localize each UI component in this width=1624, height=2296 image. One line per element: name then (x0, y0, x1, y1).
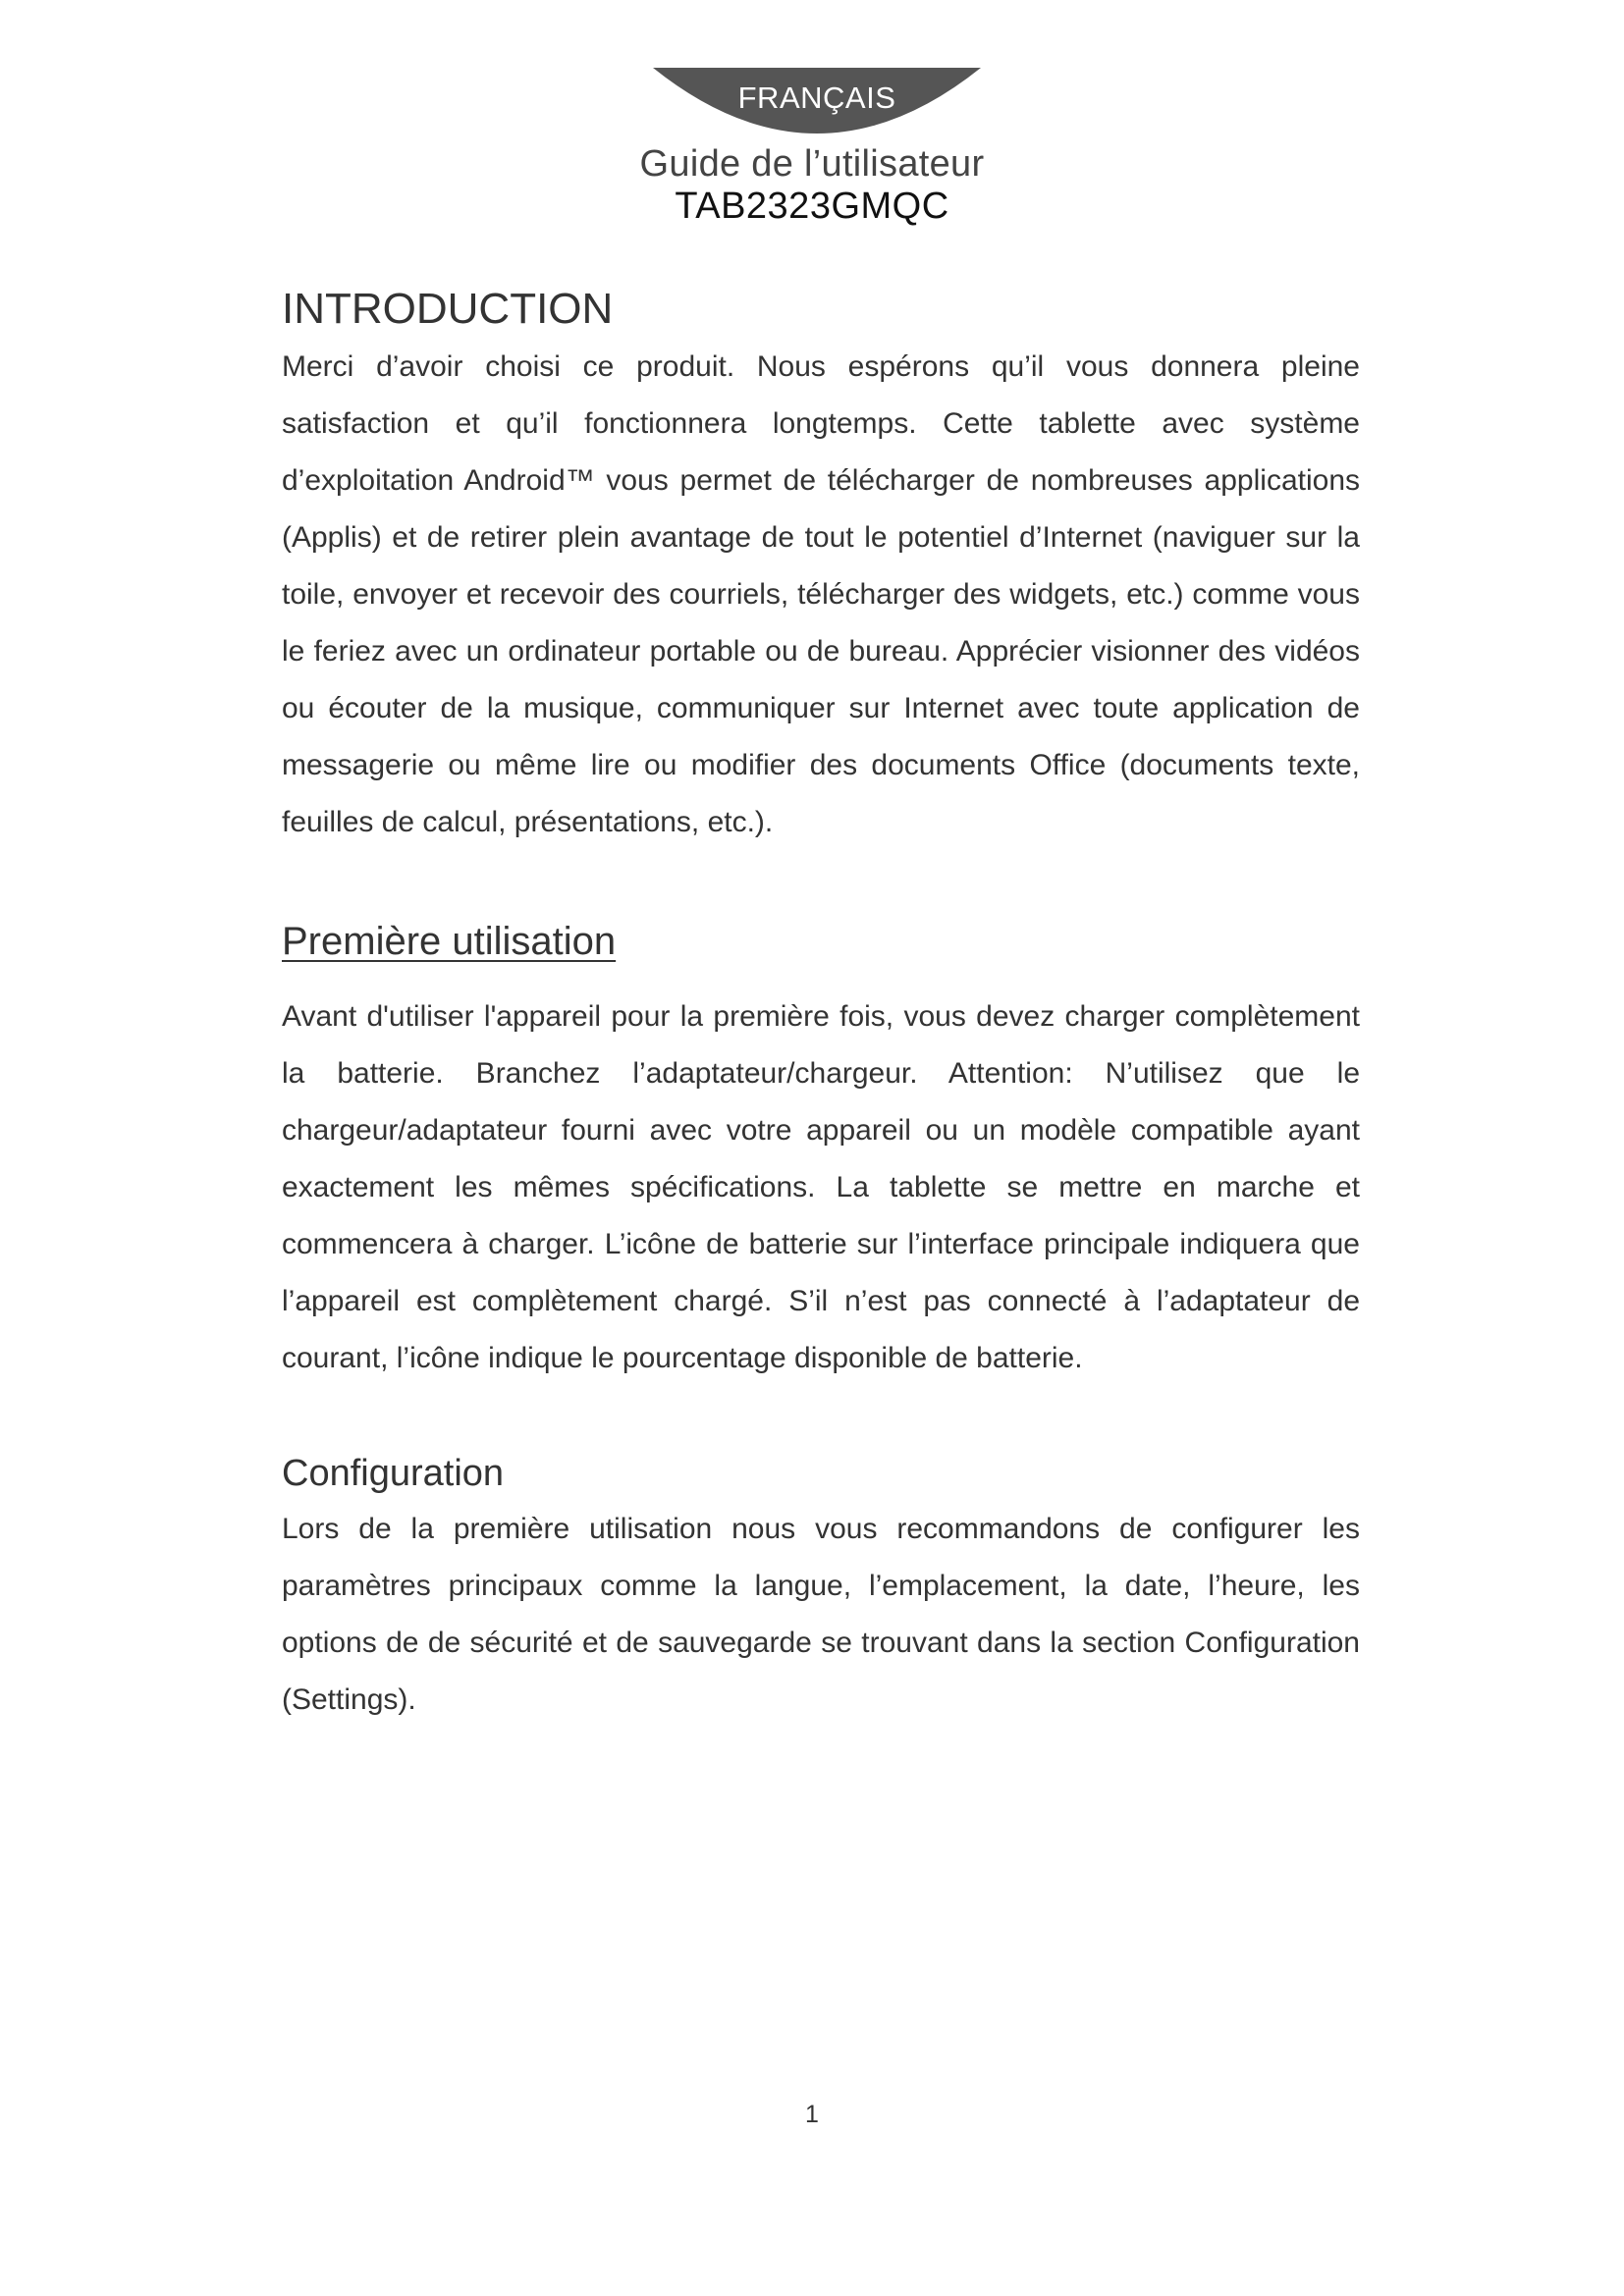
first-use-heading: Première utilisation (282, 920, 617, 963)
first-use-paragraph: Avant d'utiliser l'appareil pour la première fois, vous devez charger complètement la batterie. Branchez l’adaptateur/chargeur. Attention: N’utilisez que le chargeur/adaptateur fourni avec votre appareil ou un modèle compatible ayant exactement les mêmes spécifications. La tablette se mettre en marche et commencera à charger. L’icône de batterie sur l’interface principale indiquera que l’appareil est complètement chargé. S’il n’est pas connecté à l’adaptateur de courant, l’icône indique le pourcentage disponible de batterie. (282, 1000, 1360, 1374)
language-tab (653, 68, 981, 133)
configuration-paragraph: Lors de la première utilisation nous vous recommandons de configurer les paramètres principaux comme la langue, l’emplacement, la date, l’heure, les options de de sécurité et de sauvegarde se trouvant dans la section Configuration (Settings). (282, 1513, 1360, 1716)
page-number: 1 (805, 2101, 819, 2128)
configuration-heading: Configuration (282, 1453, 505, 1494)
introduction-heading: INTRODUCTION (282, 285, 614, 333)
model-number: TAB2323GMQC (675, 186, 949, 227)
introduction-paragraph: Merci d’avoir choisi ce produit. Nous espérons qu’il vous donnera pleine satisfaction et qu’il fonctionnera longtemps. Cette tablette avec système d’exploitation Android™ vous permet de télécharger de nombreuses applications (Applis) et de retirer plein avantage de tout le potentiel d’Internet (naviguer sur la toile, envoyer et recevoir des courriels, télécharger des widgets, etc.) comme vous le feriez avec un ordinateur portable ou de bureau. Apprécier visionner des vidéos ou écouter de la musique, communiquer sur Internet avec toute application de messagerie ou même lire ou modifier des documents Office (documents texte, feuilles de calcul, présentations, etc.). (282, 350, 1360, 838)
document-body (282, 280, 1360, 1729)
language-label: FRANÇAIS (737, 80, 896, 115)
guide-title: Guide de l’utilisateur (639, 143, 985, 185)
